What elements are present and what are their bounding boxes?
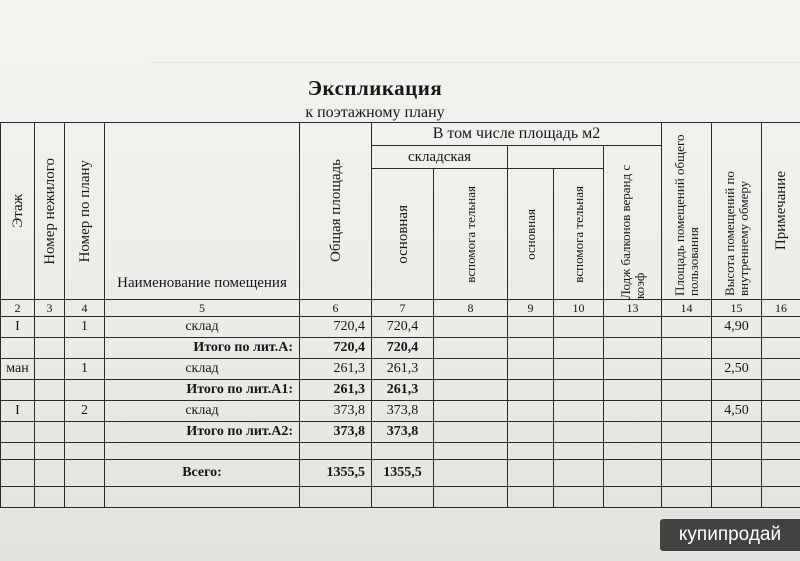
explication-table [0, 122, 800, 508]
col-loggia-header: Лодж балконов веранд с коэф [604, 146, 662, 300]
cell-empty [554, 460, 604, 487]
cell-height [712, 380, 762, 401]
cell-empty [762, 422, 800, 443]
cell-floor [1, 338, 35, 359]
cell-empty [762, 380, 800, 401]
cell-height [712, 422, 762, 443]
cell-empty [662, 487, 712, 508]
col-plan-header: Номер по плану [65, 123, 105, 300]
cell-nonres [35, 380, 65, 401]
grand-total-label: Всего: [105, 460, 300, 487]
cell-empty [604, 359, 662, 380]
cell-empty [604, 401, 662, 422]
col-height-header: Высота помещений по внутреннему обмеру [712, 123, 762, 300]
cell-empty [508, 401, 554, 422]
cell-empty [300, 487, 372, 508]
table-row [1, 338, 800, 359]
cell-empty [554, 317, 604, 338]
cell-empty [434, 422, 508, 443]
cell-empty [662, 317, 712, 338]
cell-empty [662, 380, 712, 401]
cell-nonres [35, 422, 65, 443]
cell-empty [372, 487, 434, 508]
cell-empty [434, 401, 508, 422]
cell-empty [65, 460, 105, 487]
grand-total-area: 1355,5 [300, 460, 372, 487]
cell-empty [554, 487, 604, 508]
col-nonres-header: Номер нежилого [35, 123, 65, 300]
cell-total: 261,3 [300, 380, 372, 401]
cell-empty [762, 317, 800, 338]
cell-empty [662, 422, 712, 443]
col-number: 3 [35, 300, 65, 317]
column-number-row [1, 300, 800, 317]
cell-empty [712, 443, 762, 460]
cell-empty [762, 359, 800, 380]
col-number: 13 [604, 300, 662, 317]
table-row [1, 443, 800, 460]
col-floor-header: Этаж [1, 123, 35, 300]
col-main2-header: основная [508, 169, 554, 300]
cell-height [712, 338, 762, 359]
col-aux2-header: вспомога тельная [554, 169, 604, 300]
table-row [1, 359, 800, 380]
cell-floor [1, 422, 35, 443]
cell-empty [508, 359, 554, 380]
group-header: В том числе площадь м2 [372, 123, 662, 146]
cell-plan: 1 [65, 317, 105, 338]
cell-empty [554, 359, 604, 380]
cell-total: 720,4 [300, 338, 372, 359]
cell-empty [65, 487, 105, 508]
col-number: 5 [105, 300, 300, 317]
cell-empty [662, 460, 712, 487]
cell-empty [508, 422, 554, 443]
col-number: 9 [508, 300, 554, 317]
cell-plan [65, 422, 105, 443]
col-number: 7 [372, 300, 434, 317]
cell-empty [1, 487, 35, 508]
cell-empty [712, 460, 762, 487]
grand-total-row [1, 460, 800, 487]
col-common-header: Площадь помещений общего пользования [662, 123, 712, 300]
grand-total-main: 1355,5 [372, 460, 434, 487]
cell-empty [1, 460, 35, 487]
cell-empty [662, 359, 712, 380]
document-title: Экспликация [307, 76, 443, 100]
cell-height: 4,90 [712, 317, 762, 338]
cell-total: 720,4 [300, 317, 372, 338]
cell-empty [554, 443, 604, 460]
cell-floor: I [1, 317, 35, 338]
cell-main: 261,3 [372, 380, 434, 401]
cell-empty [105, 487, 300, 508]
explication-table-wrapper [0, 122, 800, 522]
cell-name: Итого по лит.А2: [105, 422, 300, 443]
cell-empty [662, 443, 712, 460]
cell-name: Итого по лит.А1: [105, 380, 300, 401]
cell-plan: 1 [65, 359, 105, 380]
cell-empty [434, 359, 508, 380]
cell-empty [105, 443, 300, 460]
table-row [1, 487, 800, 508]
cell-floor: I [1, 401, 35, 422]
cell-empty [604, 443, 662, 460]
cell-nonres [35, 338, 65, 359]
cell-height: 4,50 [712, 401, 762, 422]
cell-empty [604, 317, 662, 338]
cell-plan [65, 380, 105, 401]
cell-empty [434, 443, 508, 460]
cell-empty [508, 443, 554, 460]
header-row-group [1, 123, 800, 146]
cell-empty [554, 338, 604, 359]
cell-empty [35, 460, 65, 487]
cell-total: 261,3 [300, 359, 372, 380]
cell-name: склад [105, 359, 300, 380]
cell-empty [662, 338, 712, 359]
cell-plan: 2 [65, 401, 105, 422]
document-subtitle: к поэтажному плану [305, 104, 445, 121]
cell-empty [762, 487, 800, 508]
cell-empty [604, 422, 662, 443]
cell-empty [762, 401, 800, 422]
cell-name: склад [105, 317, 300, 338]
col-main-header: основная [372, 169, 434, 300]
cell-main: 261,3 [372, 359, 434, 380]
cell-empty [762, 443, 800, 460]
table-row [1, 317, 800, 338]
cell-nonres [35, 359, 65, 380]
cell-empty [300, 443, 372, 460]
cell-empty [604, 487, 662, 508]
cell-empty [662, 401, 712, 422]
cell-empty [35, 443, 65, 460]
cell-empty [434, 487, 508, 508]
cell-name: склад [105, 401, 300, 422]
cell-empty [604, 460, 662, 487]
cell-main: 720,4 [372, 338, 434, 359]
col-number: 15 [712, 300, 762, 317]
cell-height: 2,50 [712, 359, 762, 380]
cell-empty [554, 401, 604, 422]
col-number: 14 [662, 300, 712, 317]
cell-empty [554, 380, 604, 401]
cell-name: Итого по лит.А: [105, 338, 300, 359]
cell-empty [434, 317, 508, 338]
col-number: 8 [434, 300, 508, 317]
cell-empty [508, 380, 554, 401]
table-row [1, 380, 800, 401]
table-row [1, 401, 800, 422]
cell-empty [712, 487, 762, 508]
cell-main: 720,4 [372, 317, 434, 338]
cell-empty [434, 460, 508, 487]
cell-empty [434, 380, 508, 401]
cell-nonres [35, 401, 65, 422]
cell-empty [508, 460, 554, 487]
cell-main: 373,8 [372, 422, 434, 443]
cell-empty [508, 338, 554, 359]
cell-floor: ман [1, 359, 35, 380]
cell-empty [434, 338, 508, 359]
site-watermark: купипродай [660, 519, 800, 551]
cell-empty [604, 380, 662, 401]
cell-empty [508, 487, 554, 508]
cell-empty [372, 443, 434, 460]
table-row [1, 422, 800, 443]
col-aux-header: вспомога тельная [434, 169, 508, 300]
cell-empty [65, 443, 105, 460]
cell-empty [1, 443, 35, 460]
cell-empty [554, 422, 604, 443]
col-number: 4 [65, 300, 105, 317]
col-number: 6 [300, 300, 372, 317]
cell-total: 373,8 [300, 422, 372, 443]
col-note-header: Примечание [762, 123, 800, 300]
col-number: 16 [762, 300, 800, 317]
cell-empty [508, 317, 554, 338]
cell-total: 373,8 [300, 401, 372, 422]
cell-floor [1, 380, 35, 401]
subgroup-header-blank [508, 146, 604, 169]
cell-main: 373,8 [372, 401, 434, 422]
cell-plan [65, 338, 105, 359]
cell-empty [762, 338, 800, 359]
col-name-header: Наименование помещения [105, 123, 300, 300]
cell-empty [35, 487, 65, 508]
subgroup-header: складская [372, 146, 508, 169]
col-number: 2 [1, 300, 35, 317]
col-number: 10 [554, 300, 604, 317]
cell-nonres [35, 317, 65, 338]
cell-empty [762, 460, 800, 487]
cell-empty [604, 338, 662, 359]
col-total-header: Общая площадь [300, 123, 372, 300]
